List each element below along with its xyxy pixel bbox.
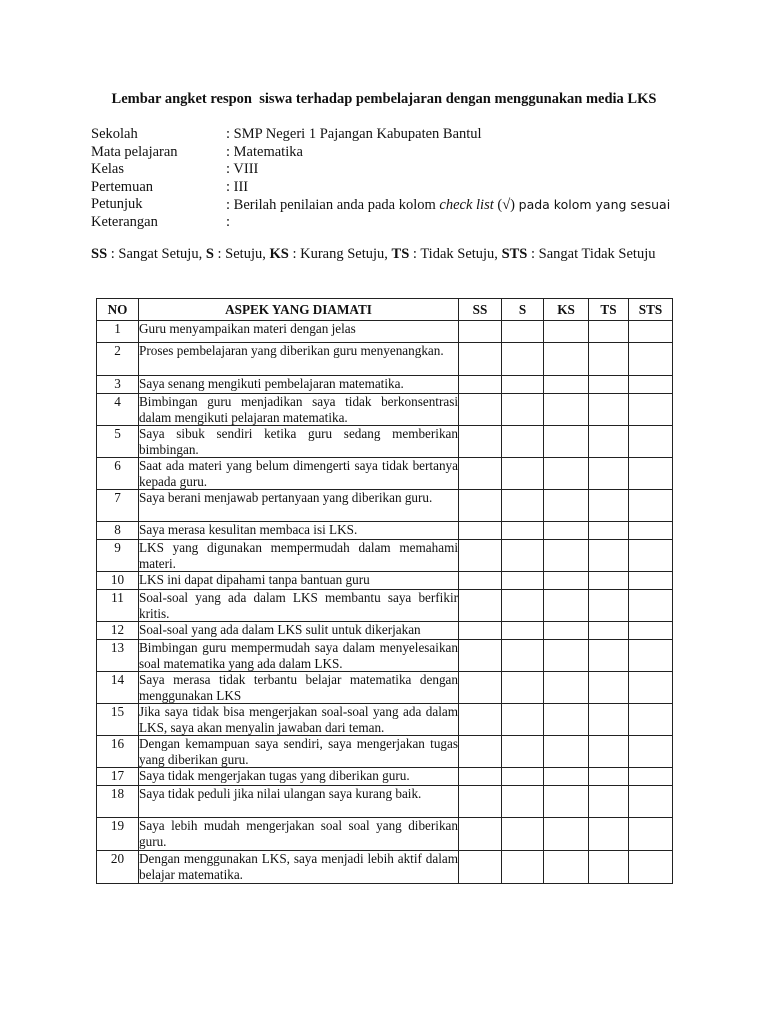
scale-legend (91, 245, 666, 264)
check-cell-s[interactable] (502, 786, 544, 818)
check-cell-ks[interactable] (544, 343, 589, 376)
check-cell-ks[interactable] (544, 590, 589, 622)
info-value: : VIII (226, 161, 259, 178)
check-cell-sts[interactable] (629, 768, 673, 786)
table-row (97, 590, 673, 622)
row-number: 11 (97, 590, 139, 622)
table-row (97, 736, 673, 768)
row-statement: Proses pembelajaran yang diberikan guru menyenangkan. (139, 343, 459, 376)
check-cell-ts[interactable] (589, 394, 629, 426)
legend-code: KS (269, 246, 289, 262)
legend-meaning: : Sangat Tidak Setuju (527, 246, 656, 262)
check-cell-ks[interactable] (544, 851, 589, 884)
table-row (97, 640, 673, 672)
check-cell-s[interactable] (502, 768, 544, 786)
check-cell-s[interactable] (502, 522, 544, 540)
row-statement: Soal-soal yang ada dalam LKS membantu saya berfikir kritis. (139, 590, 458, 621)
check-cell-ss[interactable] (459, 704, 502, 736)
header-ts: TS (589, 299, 629, 321)
survey-table (96, 298, 673, 884)
row-number: 2 (97, 343, 139, 376)
check-cell-ss[interactable] (459, 376, 502, 394)
row-statement: Saya lebih mudah mengerjakan soal soal yang diberikan guru. (139, 818, 458, 849)
check-cell-ks[interactable] (544, 786, 589, 818)
row-statement: Saya sibuk sendiri ketika guru sedang memberikan bimbingan. (139, 426, 458, 457)
check-cell-ks[interactable] (544, 376, 589, 394)
check-cell-ss[interactable] (459, 786, 502, 818)
header-ks: KS (544, 299, 589, 321)
check-cell-s[interactable] (502, 376, 544, 394)
check-cell-sts[interactable] (629, 704, 673, 736)
check-cell-ss[interactable] (459, 343, 502, 376)
check-cell-ts[interactable] (589, 321, 629, 343)
check-cell-ks[interactable] (544, 572, 589, 590)
check-cell-ss[interactable] (459, 768, 502, 786)
header-aspek: ASPEK YANG DIAMATI (139, 299, 459, 321)
check-cell-ss[interactable] (459, 622, 502, 640)
check-cell-sts[interactable] (629, 321, 673, 343)
check-cell-ts[interactable] (589, 704, 629, 736)
check-cell-ts[interactable] (589, 572, 629, 590)
check-cell-ks[interactable] (544, 640, 589, 672)
check-cell-sts[interactable] (629, 786, 673, 818)
header-s: S (502, 299, 544, 321)
check-cell-ts[interactable] (589, 426, 629, 458)
row-statement: Saat ada materi yang belum dimengerti saya tidak bertanya kepada guru. (139, 458, 458, 489)
check-cell-sts[interactable] (629, 343, 673, 376)
row-statement: Jika saya tidak bisa mengerjakan soal-soal yang ada dalam LKS, saya akan menyalin jawaban dari teman. (139, 704, 458, 735)
table-row (97, 704, 673, 736)
legend-code: TS (391, 246, 410, 262)
check-cell-ks[interactable] (544, 394, 589, 426)
check-cell-ts[interactable] (589, 458, 629, 490)
check-cell-ks[interactable] (544, 490, 589, 522)
check-cell-ss[interactable] (459, 590, 502, 622)
row-statement: Soal-soal yang ada dalam LKS sulit untuk dikerjakan (139, 622, 459, 640)
row-number: 3 (97, 376, 139, 394)
table-row (97, 490, 673, 522)
check-cell-s[interactable] (502, 736, 544, 768)
check-cell-ks[interactable] (544, 672, 589, 704)
table-row (97, 321, 673, 343)
check-cell-ts[interactable] (589, 522, 629, 540)
check-cell-ss[interactable] (459, 540, 502, 572)
check-cell-sts[interactable] (629, 736, 673, 768)
check-cell-s[interactable] (502, 343, 544, 376)
row-number: 12 (97, 622, 139, 640)
check-cell-sts[interactable] (629, 458, 673, 490)
info-label: Mata pelajaran (91, 143, 178, 160)
check-cell-ts[interactable] (589, 376, 629, 394)
row-statement: Bimbingan guru menjadikan saya tidak berkonsentrasi dalam mengikuti pelajaran matematika. (139, 394, 458, 425)
legend-meaning: : Kurang Setuju, (288, 246, 392, 262)
row-number: 19 (97, 818, 139, 851)
instruction-checkmark: (√) (493, 197, 519, 214)
check-cell-s[interactable] (502, 394, 544, 426)
info-value (226, 196, 670, 215)
check-cell-s[interactable] (502, 622, 544, 640)
instruction-italic: check list (439, 197, 494, 214)
table-row (97, 394, 673, 426)
check-cell-ts[interactable] (589, 768, 629, 786)
row-statement: Saya merasa kesulitan membaca isi LKS. (139, 522, 459, 540)
row-statement: LKS yang digunakan mempermudah dalam memahami materi. (139, 540, 458, 571)
row-number: 7 (97, 490, 139, 522)
check-cell-ks[interactable] (544, 704, 589, 736)
table-row (97, 458, 673, 490)
info-label: Sekolah (91, 126, 138, 142)
table-row (97, 376, 673, 394)
instruction-suffix: pada kolom yang sesuai (518, 197, 671, 213)
row-number: 6 (97, 458, 139, 490)
table-row (97, 343, 673, 376)
info-label: Keterangan (91, 213, 158, 230)
check-cell-ts[interactable] (589, 540, 629, 572)
check-cell-s[interactable] (502, 426, 544, 458)
row-number: 5 (97, 426, 139, 458)
legend-meaning: : Tidak Setuju, (409, 246, 502, 262)
instruction-prefix: : Berilah penilaian anda pada kolom (226, 197, 440, 214)
table-row (97, 572, 673, 590)
header-sts: STS (629, 299, 673, 321)
table-row (97, 540, 673, 572)
check-cell-ss[interactable] (459, 818, 502, 851)
row-statement: Saya senang mengikuti pembelajaran matematika. (139, 376, 459, 394)
check-cell-sts[interactable] (629, 590, 673, 622)
check-cell-ks[interactable] (544, 736, 589, 768)
row-statement: Dengan kemampuan saya sendiri, saya mengerjakan tugas yang diberikan guru. (139, 736, 458, 767)
legend-meaning: : Sangat Setuju, (107, 246, 206, 262)
row-statement: Saya merasa tidak terbantu belajar matematika dengan menggunakan LKS (139, 672, 458, 703)
legend-code: S (205, 246, 214, 262)
check-cell-ss[interactable] (459, 394, 502, 426)
table-row (97, 426, 673, 458)
info-value: : III (226, 178, 249, 195)
check-cell-ts[interactable] (589, 786, 629, 818)
row-number: 17 (97, 768, 139, 786)
check-cell-sts[interactable] (629, 818, 673, 851)
check-cell-ts[interactable] (589, 672, 629, 704)
row-number: 14 (97, 672, 139, 704)
check-cell-ts[interactable] (589, 851, 629, 884)
check-cell-ks[interactable] (544, 818, 589, 851)
check-cell-s[interactable] (502, 640, 544, 672)
row-statement: Saya berani menjawab pertanyaan yang diberikan guru. (139, 490, 459, 522)
check-cell-s[interactable] (502, 818, 544, 851)
check-cell-ss[interactable] (459, 672, 502, 704)
info-label: Kelas (91, 161, 125, 178)
table-row (97, 622, 673, 640)
row-number: 15 (97, 704, 139, 736)
check-cell-s[interactable] (502, 458, 544, 490)
info-label: Petunjuk (91, 196, 143, 213)
row-number: 9 (97, 540, 139, 572)
check-cell-ss[interactable] (459, 736, 502, 768)
check-cell-ts[interactable] (589, 640, 629, 672)
check-cell-ts[interactable] (589, 622, 629, 640)
table-row (97, 851, 673, 884)
legend-code: STS (501, 246, 528, 262)
check-cell-sts[interactable] (629, 540, 673, 572)
legend-meaning: : Setuju, (213, 246, 270, 262)
check-cell-ks[interactable] (544, 426, 589, 458)
check-cell-ss[interactable] (459, 321, 502, 343)
check-cell-ts[interactable] (589, 343, 629, 376)
check-cell-ss[interactable] (459, 640, 502, 672)
check-cell-sts[interactable] (629, 490, 673, 522)
check-cell-sts[interactable] (629, 672, 673, 704)
check-cell-ks[interactable] (544, 321, 589, 343)
row-number: 16 (97, 736, 139, 768)
row-statement: Dengan menggunakan LKS, saya menjadi lebih aktif dalam belajar matematika. (139, 851, 458, 882)
row-number: 18 (97, 786, 139, 818)
table-row (97, 818, 673, 851)
header-ss: SS (459, 299, 502, 321)
check-cell-ts[interactable] (589, 818, 629, 851)
table-row (97, 786, 673, 818)
check-cell-ss[interactable] (459, 490, 502, 522)
row-statement: Guru menyampaikan materi dengan jelas (139, 321, 459, 343)
check-cell-sts[interactable] (629, 640, 673, 672)
check-cell-sts[interactable] (629, 622, 673, 640)
row-number: 4 (97, 394, 139, 426)
table-row (97, 672, 673, 704)
check-cell-ks[interactable] (544, 522, 589, 540)
row-number: 20 (97, 851, 139, 884)
row-statement: Bimbingan guru mempermudah saya dalam menyelesaikan soal matematika yang ada dalam LKS. (139, 640, 458, 671)
check-cell-s[interactable] (502, 572, 544, 590)
info-value: : Matematika (226, 143, 303, 160)
check-cell-sts[interactable] (629, 522, 673, 540)
check-cell-ss[interactable] (459, 572, 502, 590)
info-value: : SMP Negeri 1 Pajangan Kabupaten Bantul (226, 126, 482, 142)
check-cell-ks[interactable] (544, 768, 589, 786)
info-label: Pertemuan (91, 178, 154, 195)
check-cell-ks[interactable] (544, 540, 589, 572)
row-statement: Saya tidak peduli jika nilai ulangan saya kurang baik. (139, 786, 459, 818)
row-statement: Saya tidak mengerjakan tugas yang diberikan guru. (139, 768, 459, 786)
check-cell-s[interactable] (502, 490, 544, 522)
check-cell-sts[interactable] (629, 376, 673, 394)
check-cell-ss[interactable] (459, 851, 502, 884)
check-cell-sts[interactable] (629, 851, 673, 884)
check-cell-sts[interactable] (629, 426, 673, 458)
check-cell-sts[interactable] (629, 394, 673, 426)
check-cell-ts[interactable] (589, 590, 629, 622)
row-number: 1 (97, 321, 139, 343)
check-cell-s[interactable] (502, 704, 544, 736)
row-number: 10 (97, 572, 139, 590)
check-cell-ts[interactable] (589, 490, 629, 522)
check-cell-ss[interactable] (459, 458, 502, 490)
info-value: : (226, 213, 231, 230)
check-cell-s[interactable] (502, 540, 544, 572)
row-number: 8 (97, 522, 139, 540)
table-row (97, 768, 673, 786)
check-cell-ts[interactable] (589, 736, 629, 768)
check-cell-s[interactable] (502, 672, 544, 704)
header-no: NO (97, 299, 139, 321)
check-cell-s[interactable] (502, 851, 544, 884)
check-cell-ss[interactable] (459, 522, 502, 540)
check-cell-ks[interactable] (544, 458, 589, 490)
check-cell-s[interactable] (502, 590, 544, 622)
legend-code: SS (91, 246, 108, 262)
check-cell-s[interactable] (502, 321, 544, 343)
table-header-row (97, 299, 673, 321)
document-title: Lembar angket respon siswa terhadap pembelajaran dengan menggunakan media LKS (111, 91, 657, 107)
check-cell-sts[interactable] (629, 572, 673, 590)
check-cell-ss[interactable] (459, 426, 502, 458)
table-row (97, 522, 673, 540)
row-statement: LKS ini dapat dipahami tanpa bantuan guru (139, 572, 459, 590)
check-cell-ks[interactable] (544, 622, 589, 640)
row-number: 13 (97, 640, 139, 672)
